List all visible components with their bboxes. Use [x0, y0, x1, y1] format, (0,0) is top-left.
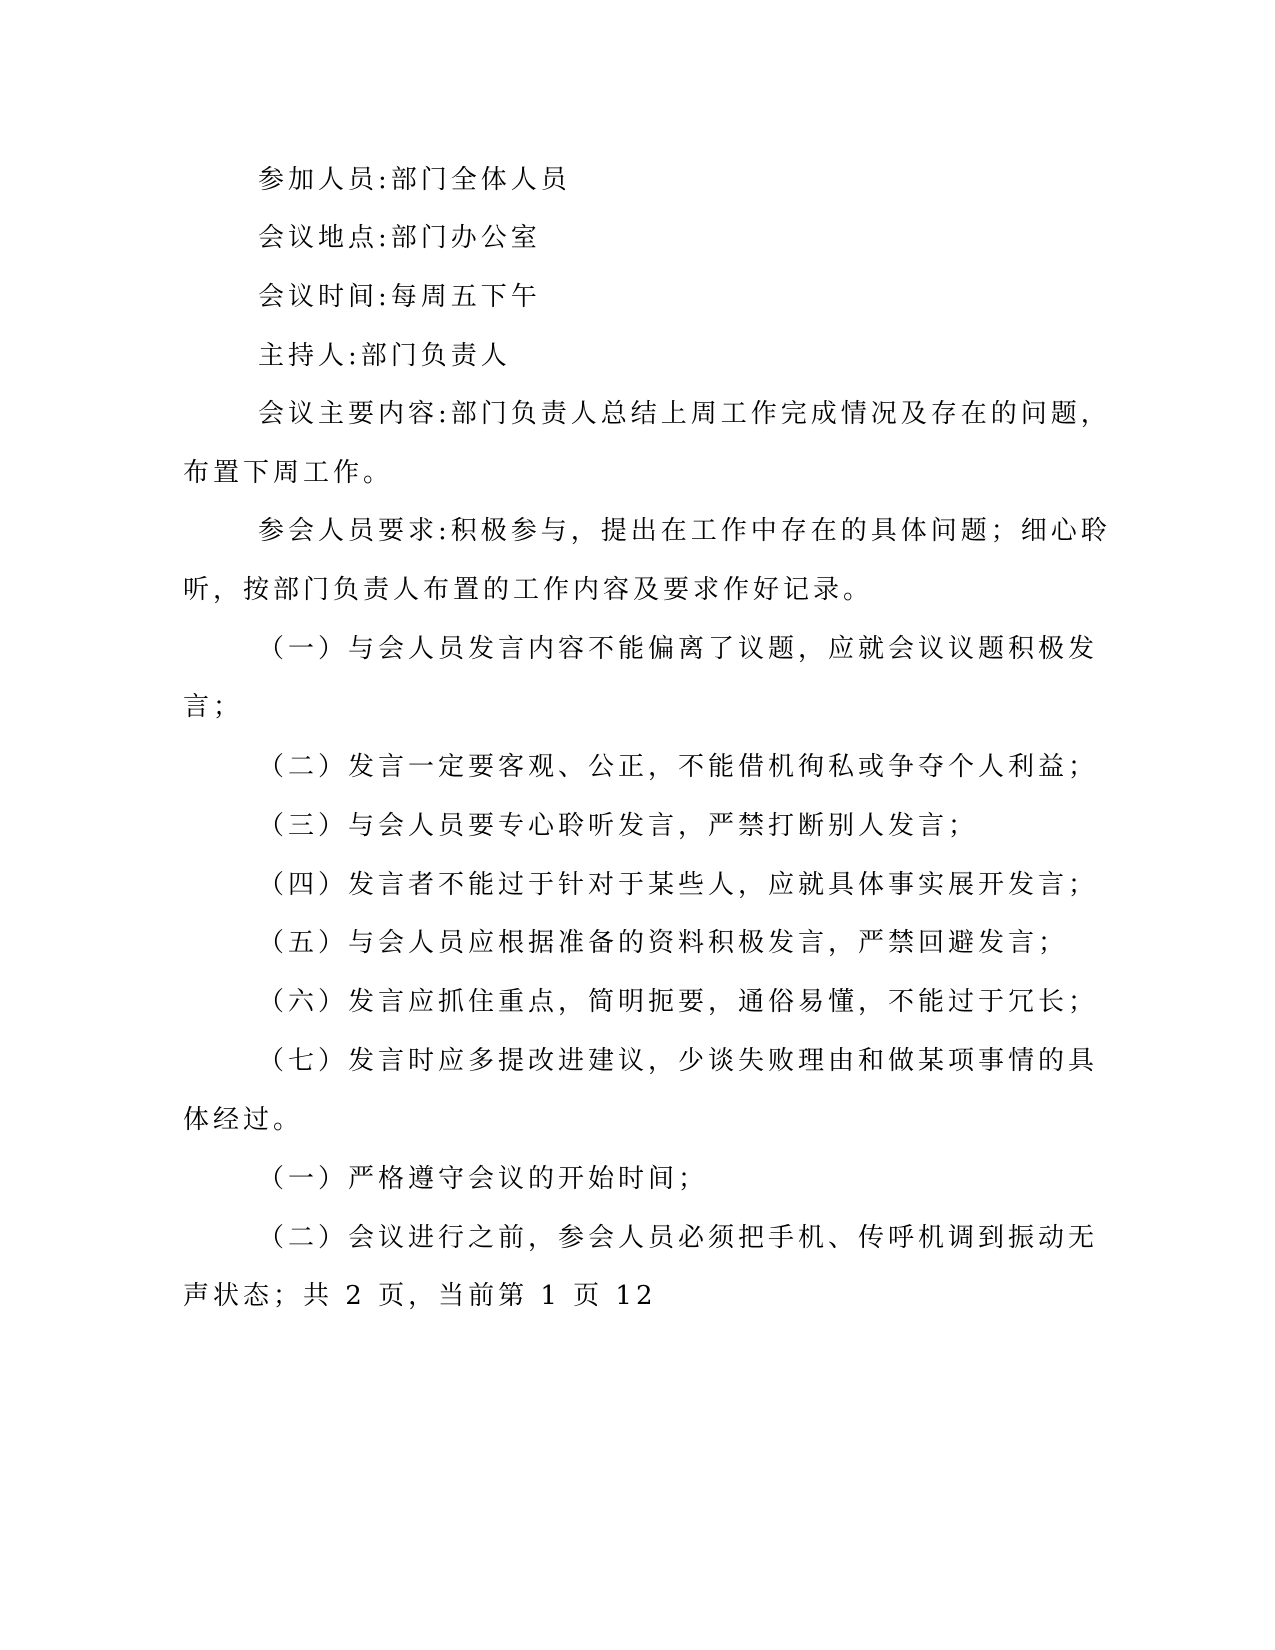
requirements-line-2: 听，按部门负责人布置的工作内容及要求作好记录。: [183, 575, 874, 605]
rule-6-line: （六）发言应抓住重点，简明扼要，通俗易懂，不能过于冗长；: [258, 987, 1099, 1017]
rule-1-line-2: 言；: [183, 692, 244, 722]
rule-1-line-1: （一）与会人员发言内容不能偏离了议题，应就会议议题积极发: [258, 634, 1099, 664]
requirements-line-1: 参会人员要求:积极参与，提出在工作中存在的具体问题；细心聆: [258, 516, 1111, 546]
attendees-line: 参加人员:部门全体人员: [258, 165, 571, 195]
rule-3-line: （三）与会人员要专心聆听发言，严禁打断别人发言；: [258, 811, 979, 841]
meeting-rule-1-line: （一）严格遵守会议的开始时间；: [258, 1164, 709, 1194]
location-line: 会议地点:部门办公室: [258, 223, 541, 253]
rule-2-line: （二）发言一定要客观、公正，不能借机徇私或争夺个人利益；: [258, 752, 1099, 782]
rule-7-line-2: 体经过。: [183, 1105, 304, 1135]
rule-5-line: （五）与会人员应根据准备的资料积极发言，严禁回避发言；: [258, 928, 1069, 958]
rule-4-line: （四）发言者不能过于针对于某些人，应就具体事实展开发言；: [258, 870, 1099, 900]
rule-7-line-1: （七）发言时应多提改进建议，少谈失败理由和做某项事情的具: [258, 1046, 1099, 1076]
meeting-rule-2-line-1: （二）会议进行之前，参会人员必须把手机、传呼机调到振动无: [258, 1223, 1099, 1253]
time-line: 会议时间:每周五下午: [258, 282, 541, 312]
host-line: 主持人:部门负责人: [258, 341, 511, 371]
meeting-rule-2-line-2: 声状态；共 2 页，当前第 1 页 12: [183, 1281, 657, 1311]
content-line-1: 会议主要内容:部门负责人总结上周工作完成情况及存在的问题，: [258, 399, 1111, 429]
content-line-2: 布置下周工作。: [183, 458, 394, 488]
